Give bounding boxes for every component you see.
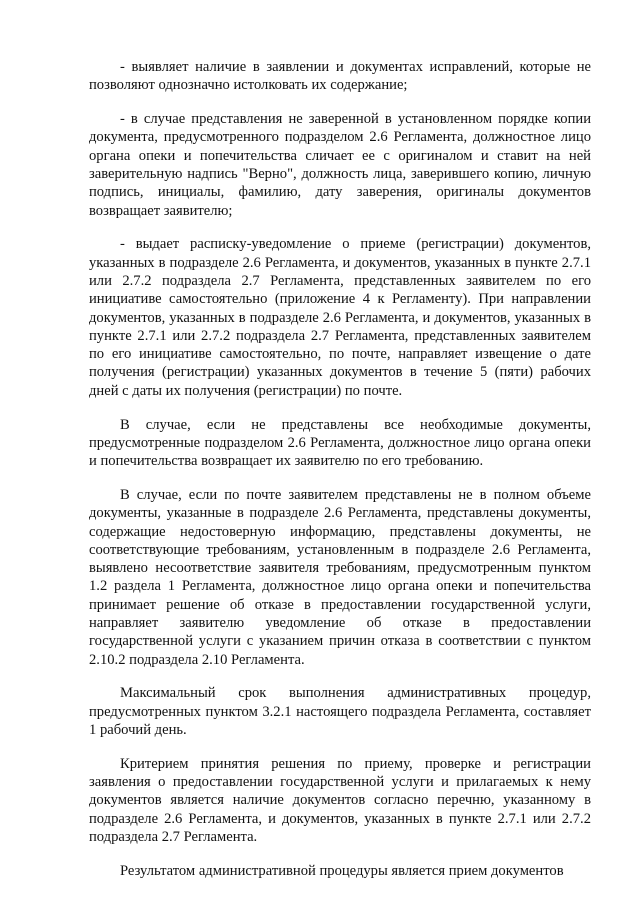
paragraph-copy-certification: - в случае представления не заверенной в установленном порядке копии документа, предусмотренного подразделом 2.6 Регламента, должностное лицо органа опеки и попечительства сличает ее с оригиналом и ставит на ней заверительную надпись "Верно", должность лица, заверившего копию, личную подпись, инициалы, фамилию, дату заверения, оригиналы документов возвращает заявителю; — [89, 111, 591, 219]
document-page — [89, 58, 591, 880]
paragraph-refusal-decision: В случае, если по почте заявителем представлены не в полном объеме документы, указанные в подразделе 2.6 Регламента, представлены документы, содержащие недостоверную информацию, представлены документы, не соответствующие требованиям, установленным в подразделе 2.6 Регламента, выявлено несоответствие заявителя требованиям, предусмотренным пунктом 1.2 раздела 1 Регламента, должностное лицо органа опеки и попечительства принимает решение об отказе в предоставлении государственной услуги, направляет заявителю уведомление об отказе в предоставлении государственной услуги с указанием причин отказа в соответствии с пунктом 2.10.2 подраздела 2.10 Регламента. — [89, 486, 591, 668]
paragraph-procedure-result: Результатом административной процедуры является прием документов — [120, 862, 564, 879]
paragraph-decision-criterion: Критерием принятия решения по приему, проверке и регистрации заявления о предоставлении государственной услуги и прилагаемых к нему документов является наличие документов согласно перечню, указанному в подразделе 2.6 Регламента, и документов, указанных в пункте 2.7.1 или 2.7.2 подраздела 2.7 Регламента. — [89, 755, 591, 845]
paragraph-receipt-notification: - выдает расписку-уведомление о приеме (регистрации) документов, указанных в подразделе 2.6 Регламента, и документов, указанных в пункте 2.7.1 или 2.7.2 подраздела 2.7 Регламента, представленных заявителем по его инициативе самостоятельно (приложение 4 к Регламенту). При направлении документов, указанных в подразделе 2.6 Регламента, и документов, указанных в пункте 2.7.1 или 2.7.2 подраздела 2.7 Регламента, представленных заявителем по его инициативе самостоятельно, по почте, направляет извещение о дате получения (регистрации) указанных документов в течение 5 (пяти) рабочих дней с даты их получения (регистрации) по почте. — [89, 236, 591, 399]
paragraph-maximum-term: Максимальный срок выполнения административных процедур, предусмотренных пунктом 3.2.1 настоящего подраздела Регламента, составляет 1 рабочий день. — [89, 685, 591, 738]
paragraph-corrections-check: - выявляет наличие в заявлении и документах исправлений, которые не позволяют однозначно истолковать их содержание; — [89, 59, 591, 94]
paragraph-documents-return: В случае, если не представлены все необходимые документы, предусмотренные подразделом 2.6 Регламента, должностное лицо органа опеки и попечительства возвращает их заявителю по его требованию. — [89, 416, 591, 470]
